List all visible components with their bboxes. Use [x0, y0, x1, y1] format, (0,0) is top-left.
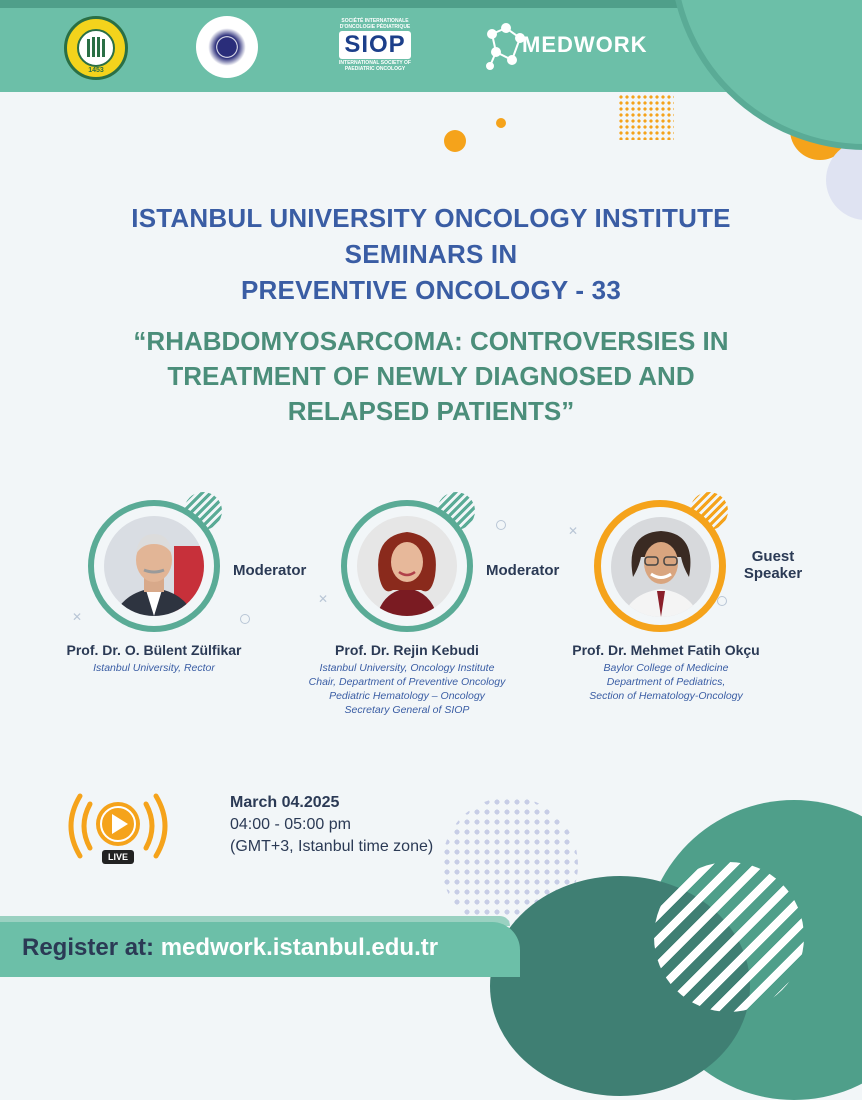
register-link[interactable]: medwork.istanbul.edu.tr [160, 934, 439, 961]
speaker-2-role: Moderator [486, 562, 560, 579]
siop-wordmark: SIOP [339, 31, 411, 59]
x-mark-decoration: ✕ [72, 610, 83, 624]
ring-decoration [240, 614, 250, 624]
orange-dot [444, 130, 466, 152]
affiliation-line: Baylor College of Medicine [603, 662, 729, 674]
live-stream-badge [66, 786, 170, 870]
role-line: Guest [751, 548, 795, 565]
topic-line-1: “RHABDOMYOSARCOMA: CONTROVERSIES IN [133, 326, 729, 356]
siop-tagline-en: INTERNATIONAL SOCIETY OF PAEDIATRIC ONCOLOGY [339, 60, 411, 72]
affiliation-line: Istanbul University, Rector [93, 662, 215, 674]
seminar-topic [60, 324, 802, 429]
affiliation-line: Secretary General of SIOP [344, 704, 470, 716]
x-mark-decoration: ✕ [568, 524, 579, 538]
x-mark-decoration: ✕ [318, 592, 329, 606]
live-label: LIVE [107, 852, 128, 862]
topic-line-3: RELAPSED PATIENTS” [287, 396, 575, 426]
affiliation-line: Section of Hematology-Oncology [589, 690, 743, 702]
speaker-3-name: Prof. Dr. Mehmet Fatih Okçu [572, 642, 760, 658]
role-line: Speaker [743, 565, 803, 582]
istanbul-university-logo [64, 16, 128, 80]
star-icon [208, 28, 246, 66]
event-time: 04:00 - 05:00 pm [230, 816, 351, 833]
affiliation-line: Chair, Department of Preventive Oncology [308, 676, 506, 688]
speaker-photo-okcu [611, 517, 711, 617]
ring-decoration [717, 596, 727, 606]
speaker-photo-zulfikar [104, 516, 204, 616]
title-line-2: SEMINARS IN [344, 239, 518, 269]
oncology-institute-logo [196, 16, 258, 78]
speaker-1-role: Moderator [233, 562, 307, 579]
speaker-3-role [742, 548, 804, 582]
medwork-wordmark: MEDWORK [522, 32, 648, 57]
speaker-photo-kebudi [357, 516, 457, 616]
event-date: March 04.2025 [230, 794, 340, 811]
speaker-2-affiliation [293, 661, 521, 717]
speaker-photo-frame [594, 500, 726, 632]
event-details [230, 792, 433, 858]
logo-year: 1453 [88, 67, 104, 74]
ring-decoration [496, 520, 506, 530]
register-label: Register at: [22, 934, 155, 961]
register-text [22, 934, 438, 962]
orange-dot-small [496, 118, 506, 128]
speaker-photo-frame [88, 500, 220, 632]
topic-line-2: TREATMENT OF NEWLY DIAGNOSED AND [167, 361, 695, 391]
affiliation-line: Istanbul University, Oncology Institute [319, 662, 495, 674]
affiliation-line: Pediatric Hematology – Oncology [329, 690, 485, 702]
title-line-3: PREVENTIVE ONCOLOGY - 33 [241, 275, 621, 305]
siop-tagline-fr: SOCIÉTÉ INTERNATIONALE D'ONCOLOGIE PÉDIATRIQUE [339, 18, 411, 30]
white-striped-circle-decoration [654, 862, 804, 1012]
affiliation-line: Department of Pediatrics, [606, 676, 726, 688]
event-timezone: (GMT+3, Istanbul time zone) [230, 838, 434, 855]
university-seal-icon [77, 29, 115, 67]
speaker-1-affiliation [40, 661, 268, 675]
medwork-logo [484, 20, 664, 76]
speaker-1-name: Prof. Dr. O. Bülent Zülfikar [66, 642, 242, 658]
orange-dot-grid [618, 94, 674, 140]
speaker-photo-frame [341, 500, 473, 632]
speaker-2-name: Prof. Dr. Rejin Kebudi [335, 642, 479, 658]
page-title [60, 200, 802, 308]
speaker-3-affiliation [552, 661, 780, 703]
title-line-1: ISTANBUL UNIVERSITY ONCOLOGY INSTITUTE [131, 203, 731, 233]
siop-logo [335, 18, 415, 82]
